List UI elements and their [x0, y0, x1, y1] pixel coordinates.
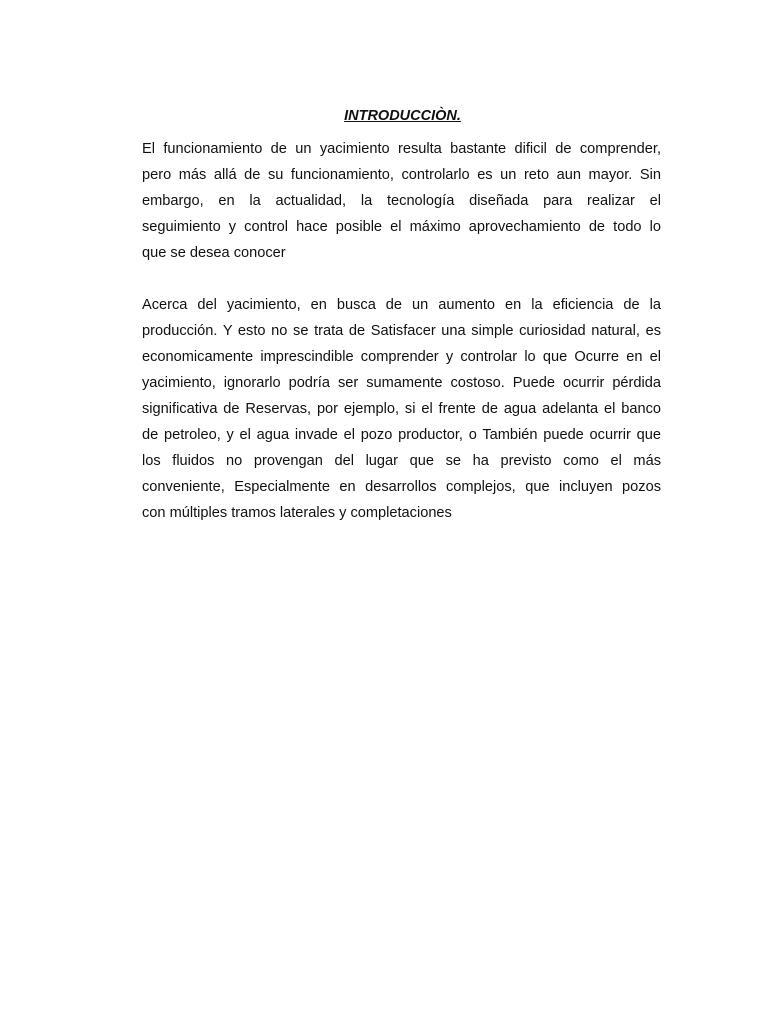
paragraph-1-line: pero más allá de su funcionamiento, controlarlo es un reto aun mayor. Sin — [142, 167, 661, 183]
paragraph-2-line: yacimiento, ignorarlo podría ser sumamente costoso. Puede ocurrir pérdida — [142, 375, 661, 391]
paragraph-2-line: producción. Y esto no se trata de Satisfacer una simple curiosidad natural, es — [142, 323, 661, 339]
paragraph-2 — [142, 292, 661, 526]
paragraph-2-line: significativa de Reservas, por ejemplo, si el frente de agua adelanta el banco — [142, 401, 661, 417]
paragraph-1-line: seguimiento y control hace posible el máximo aprovechamiento de todo lo — [142, 219, 661, 235]
paragraph-2-line: conveniente, Especialmente en desarrollos complejos, que incluyen pozos — [142, 479, 661, 495]
paragraph-1-line: embargo, en la actualidad, la tecnología diseñada para realizar el — [142, 193, 661, 209]
paragraph-2-line: con múltiples tramos laterales y completaciones — [142, 505, 452, 521]
paragraph-2-line: Acerca del yacimiento, en busca de un aumento en la eficiencia de la — [142, 297, 661, 313]
paragraph-2-line: de petroleo, y el agua invade el pozo productor, o También puede ocurrir que — [142, 427, 661, 443]
paragraph-1 — [142, 136, 661, 266]
page-title: INTRODUCCIÒN. — [344, 108, 461, 124]
paragraph-2-line: economicamente imprescindible comprender y controlar lo que Ocurre en el — [142, 349, 661, 365]
paragraph-1-line: El funcionamiento de un yacimiento resulta bastante dificil de comprender, — [142, 141, 661, 157]
paragraph-1-line: que se desea conocer — [142, 245, 286, 261]
paragraph-2-line: los fluidos no provengan del lugar que se ha previsto como el más — [142, 453, 661, 469]
